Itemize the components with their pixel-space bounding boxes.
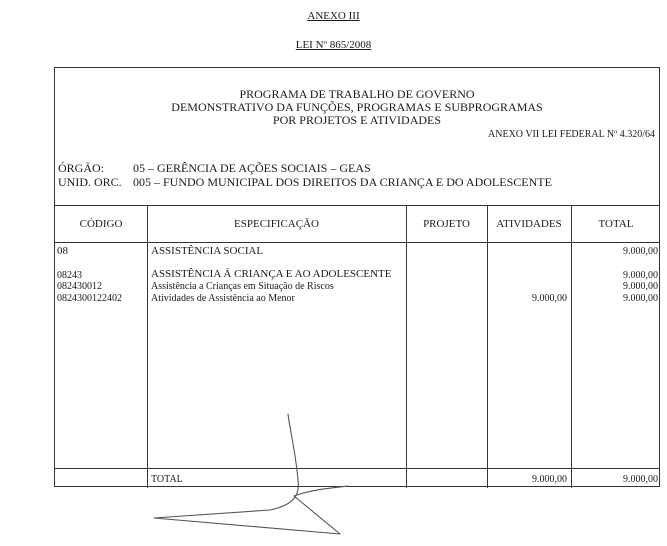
column-divider-especificacao xyxy=(406,205,407,488)
column-header-atividades: ATIVIDADES xyxy=(496,218,562,230)
orgao-label: ÓRGÃO: xyxy=(58,161,105,175)
org-block xyxy=(58,161,552,189)
row-1-total: 9.000,00 xyxy=(623,246,658,257)
row-2-especificacao: ASSISTÊNCIA Á CRIANÇA E AO ADOLESCENTE xyxy=(151,268,392,280)
total-atividades: 9.000,00 xyxy=(532,474,567,485)
total-label: TOTAL xyxy=(151,474,183,485)
column-divider-codigo xyxy=(147,205,148,488)
document-frame xyxy=(54,67,660,487)
title-line-3: POR PROJETOS E ATIVIDADES xyxy=(272,113,442,127)
column-header-projeto: PROJETO xyxy=(423,218,470,230)
row-4-codigo: 0824300122402 xyxy=(57,293,122,304)
row-4-especificacao: Atividades de Assistência ao Menor xyxy=(151,293,295,304)
law-title: LEI Nº 865/2008 xyxy=(295,39,372,51)
row-4-atividades: 9.000,00 xyxy=(532,293,567,304)
row-4-total: 9.000,00 xyxy=(623,293,658,304)
title-line-2: DEMONSTRATIVO DA FUNÇÕES, PROGRAMAS E SUBPROGRAMAS xyxy=(171,100,543,114)
row-2-codigo: 08243 xyxy=(57,270,82,281)
orgao-value: 05 – GERÊNCIA DE AÇÕES SOCIAIS – GEAS xyxy=(133,161,371,175)
row-1-especificacao: ASSISTÊNCIA SOCIAL xyxy=(151,245,264,257)
row-3-especificacao: Assistência a Crianças em Situação de Riscos xyxy=(151,281,334,292)
total-total: 9.000,00 xyxy=(623,474,658,485)
unid-label: UNID. ORC. xyxy=(58,175,122,189)
row-3-codigo: 082430012 xyxy=(57,281,102,292)
column-divider-projeto xyxy=(487,205,488,488)
annex-title: ANEXO III xyxy=(307,10,360,22)
row-3-total: 9.000,00 xyxy=(623,281,658,292)
column-header-codigo: CÓDIGO xyxy=(79,218,123,230)
column-header-especificacao: ESPECIFICAÇÃO xyxy=(234,218,319,230)
handwritten-signature xyxy=(150,410,350,538)
unid-value: 005 – FUNDO MUNICIPAL DOS DIREITOS DA CRIANÇA E DO ADOLESCENTE xyxy=(133,175,552,189)
column-header-total: TOTAL xyxy=(598,218,634,230)
row-1-codigo: 08 xyxy=(57,245,68,257)
table-top-border xyxy=(55,205,659,206)
orgao-row xyxy=(58,161,552,175)
total-row-border xyxy=(55,468,659,469)
title-block xyxy=(55,88,659,127)
row-2-total: 9.000,00 xyxy=(623,270,658,281)
header-bottom-border xyxy=(55,242,659,243)
unid-row xyxy=(58,175,552,189)
title-line-1: PROGRAMA DE TRABALHO DE GOVERNO xyxy=(239,87,475,101)
legal-reference: ANEXO VII LEI FEDERAL Nº 4.320/64 xyxy=(488,129,655,140)
